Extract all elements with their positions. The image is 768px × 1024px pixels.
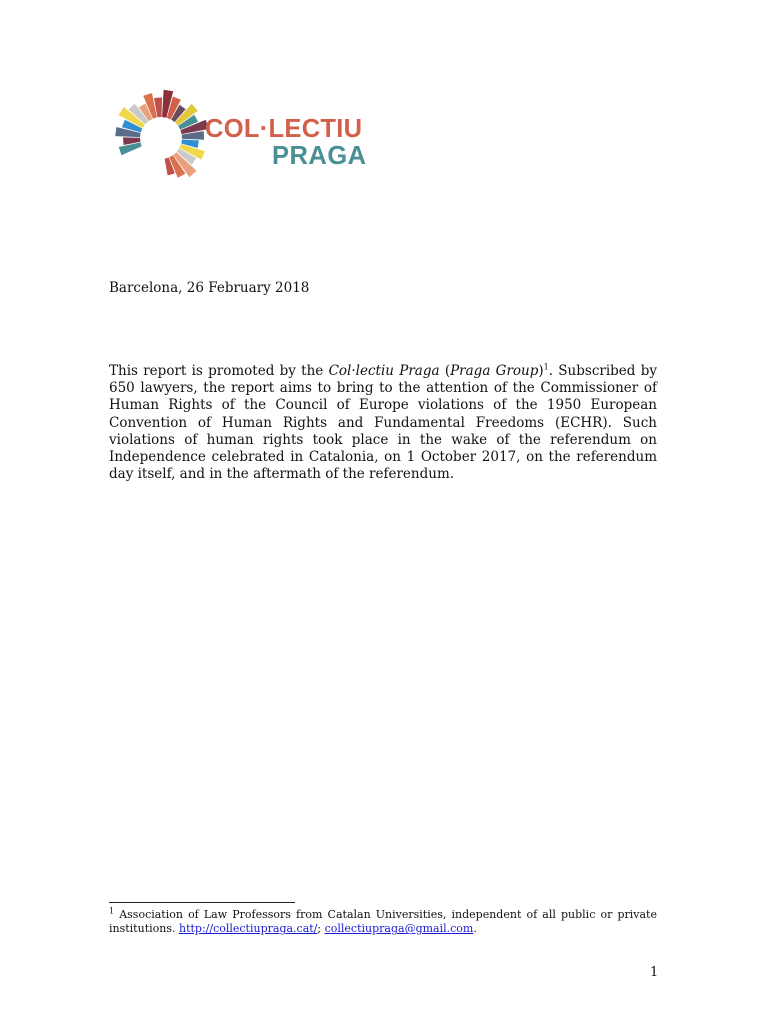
dateline: Barcelona, 26 February 2018 (109, 280, 310, 296)
intro-text-part3: ) (538, 363, 544, 379)
footnote-text: Association of Law Professors from Catalan Universities, independent of all public or private institutions. (109, 908, 657, 936)
group-name: Col·lectiu Praga (328, 363, 440, 379)
intro-text-part4: . Subscribed by 650 lawyers, the report aims to bring to the attention of the Commissioner of Human Rights of the Council of Europe violations of the 1950 European Convention of Human Rights and Fundamental Freedoms (ECHR). Such violations of human rights took place in the wake of the referendum on Independence celebrated in Catalonia, on 1 October 2017, on the referendum day itself, and in the aftermath of the referendum. (109, 363, 657, 483)
website-link[interactable]: http://collectiupraga.cat/ (178, 922, 318, 936)
footnote-end: . (473, 922, 477, 936)
footnote-separator (109, 902, 295, 903)
logo-wordmark-line2: PRAGA (272, 142, 367, 170)
footnote-number: 1 (109, 906, 115, 916)
intro-text-part1: This report is promoted by the (109, 363, 329, 379)
logo-segment (119, 142, 142, 155)
logo-ring-icon (108, 86, 208, 192)
page-number: 1 (650, 965, 659, 980)
collectiu-praga-logo (108, 86, 376, 192)
logo-wordmark-line1: COL·LECTIU (205, 115, 363, 143)
footnote-reference[interactable]: 1 (543, 362, 549, 372)
intro-text-part2: ( (439, 363, 451, 379)
footnote-separator-text: ; (317, 922, 325, 936)
intro-paragraph (109, 363, 657, 483)
group-alias: Praga Group (450, 363, 539, 379)
email-link[interactable]: collectiupraga@gmail.com (324, 922, 474, 936)
footnote (109, 908, 657, 936)
